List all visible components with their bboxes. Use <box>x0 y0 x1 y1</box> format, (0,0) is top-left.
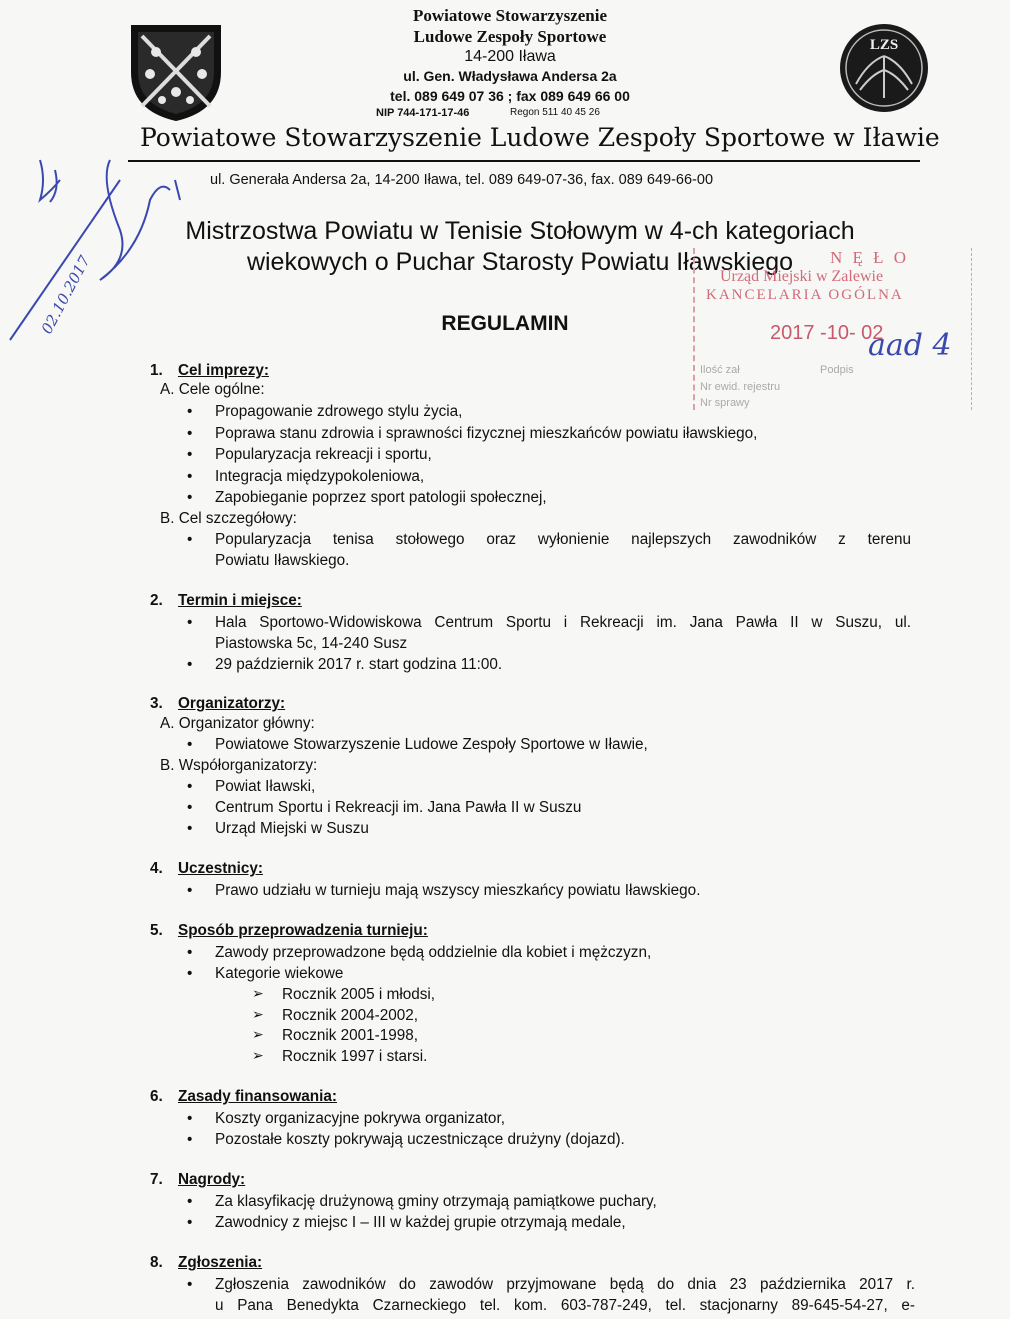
section-2-venue-line1: • Hala Sportowo-Widowiskowa Centrum Sportu i Rekreacji im. Jana Pawła II w Suszu, ul. <box>215 613 911 632</box>
regulamin-heading: REGULAMIN <box>441 312 569 335</box>
section-2-venue-line2: Piastowska 5c, 14-240 Susz <box>215 635 408 652</box>
age-category-item: ➢ Rocznik 2005 i młodsi, <box>282 985 435 1004</box>
stamp-line3: KANCELARIA OGÓLNA <box>706 287 904 303</box>
section-6-heading: 6. Zasady finansowania: <box>150 1088 337 1105</box>
section-3-bullet: • Powiatowe Stowarzyszenie Ludowe Zespoły Sportowe w Iławie, <box>215 735 648 754</box>
section-4-bullet: • Prawo udziału w turnieju mają wszyscy mieszkańcy powiatu Iławskiego. <box>215 881 700 900</box>
section-1-sub-b: B. Cel szczegółowy: <box>160 510 297 527</box>
signature-date: 02.10.2017 <box>37 252 94 337</box>
stamp-handwritten-note: aad 4 <box>868 328 952 363</box>
section-8-line1: • Zgłoszenia zawodników do zawodów przyjmowane będą do dnia 23 października 2017 r. <box>215 1275 915 1294</box>
section-8-heading: 8. Zgłoszenia: <box>150 1254 263 1271</box>
section-2-heading: 2. Termin i miejsce: <box>150 592 302 609</box>
coat-of-arms-logo <box>128 22 224 122</box>
stamp-line2: Urząd Miejski w Zalewie <box>720 268 884 285</box>
age-category-item: ➢ Rocznik 1997 i starsi. <box>282 1047 427 1066</box>
section-1-bullet: • Zapobieganie poprzez sport patologii społecznej, <box>215 488 547 507</box>
stamp-row-register: Nr ewid. rejestru <box>700 381 781 393</box>
letterhead-line1: Powiatowe Stowarzyszenie <box>412 6 608 25</box>
section-1-bullet: • Integracja międzypokoleniowa, <box>215 467 424 486</box>
letterhead-line3: 14-200 Iława <box>464 48 556 65</box>
letterhead-line5: tel. 089 649 07 36 ; fax 089 649 66 00 <box>390 88 630 104</box>
section-3-bullet: • Urząd Miejski w Suszu <box>215 819 369 838</box>
section-3-bullet: • Powiat Iławski, <box>215 777 315 796</box>
section-3-heading: 3. Organizatorzy: <box>150 695 286 712</box>
section-3-sub-b: B. Współorganizatorzy: <box>160 757 318 774</box>
section-5-bullet: • Kategorie wiekowe <box>215 964 343 983</box>
lzs-logo <box>838 22 930 114</box>
letterhead-regon: Regon 511 40 45 26 <box>510 107 600 118</box>
section-5-bullet: • Zawody przeprowadzone będą oddzielnie dla kobiet i mężczyzn, <box>215 943 651 962</box>
section-4-heading: 4. Uczestnicy: <box>150 860 264 877</box>
section-1-bullet: • Poprawa stanu zdrowia i sprawności fizycznej mieszkańców powiatu iławskiego, <box>215 424 757 443</box>
letterhead-nip: NIP 744-171-17-46 <box>376 107 470 119</box>
org-banner: Powiatowe Stowarzyszenie Ludowe Zespoły Sportowe w Iławie <box>140 123 940 152</box>
section-7-heading: 7. Nagrody: <box>150 1171 246 1188</box>
section-1-sub-a: A. Cele ogólne: <box>160 381 265 398</box>
banner-divider <box>128 160 920 162</box>
age-category-item: ➢ Rocznik 2004-2002, <box>282 1006 418 1025</box>
stamp-line1: N Ę Ł O <box>830 248 910 267</box>
section-6-bullet: • Koszty organizacyjne pokrywa organizator, <box>215 1109 505 1128</box>
section-5-heading: 5. Sposób przeprowadzenia turnieju: <box>150 922 428 939</box>
letterhead-line2: Ludowe Zespoły Sportowe <box>413 27 607 46</box>
section-3-sub-a: A. Organizator główny: <box>160 715 315 732</box>
section-7-bullet: • Zawodnicy z miejsc I – III w każdej grupie otrzymają medale, <box>215 1213 626 1232</box>
stamp-row-attachments: Ilość zał <box>700 364 740 376</box>
section-2-date: • 29 październik 2017 r. start godzina 11:00. <box>215 655 502 674</box>
stamp-date: 2017 -10- 02 <box>770 322 884 344</box>
lzs-logo-text: LZS <box>869 37 899 53</box>
section-1-detail-line2: Powiatu Iławskiego. <box>215 552 350 569</box>
section-3-bullet: • Centrum Sportu i Rekreacji im. Jana Pawła II w Suszu <box>215 798 581 817</box>
section-8-line2: u Pana Benedykta Czarneckiego tel. kom. 603-787-249, tel. stacjonarny 89-645-54-27, e- <box>215 1297 915 1314</box>
section-1-detail-line1: • Popularyzacja tenisa stołowego oraz wyłonienie najlepszych zawodników z terenu <box>215 530 911 549</box>
letterhead-line4: ul. Gen. Władysława Andersa 2a <box>403 68 617 84</box>
section-1-bullet: • Popularyzacja rekreacji i sportu, <box>215 445 432 464</box>
age-category-item: ➢ Rocznik 2001-1998, <box>282 1026 418 1045</box>
document-title-line1: Mistrzostwa Powiatu w Tenisie Stołowym w 4-ch kategoriach <box>185 217 855 245</box>
document-title-line2: wiekowych o Puchar Starosty Powiatu Iławskiego <box>246 248 794 276</box>
section-6-bullet: • Pozostałe koszty pokrywają uczestniczące drużyny (dojazd). <box>215 1130 625 1149</box>
section-1-bullet: • Propagowanie zdrowego stylu życia, <box>215 402 462 421</box>
stamp-row-signature: Podpis <box>820 364 854 376</box>
section-1-heading: 1. Cel imprezy: <box>150 362 269 379</box>
section-7-bullet: • Za klasyfikację drużynową gminy otrzymają pamiątkowe puchary, <box>215 1192 657 1211</box>
org-address: ul. Generała Andersa 2a, 14-200 Iława, tel. 089 649-07-36, fax. 089 649-66-00 <box>210 172 714 188</box>
stamp-row-case: Nr sprawy <box>700 397 750 409</box>
